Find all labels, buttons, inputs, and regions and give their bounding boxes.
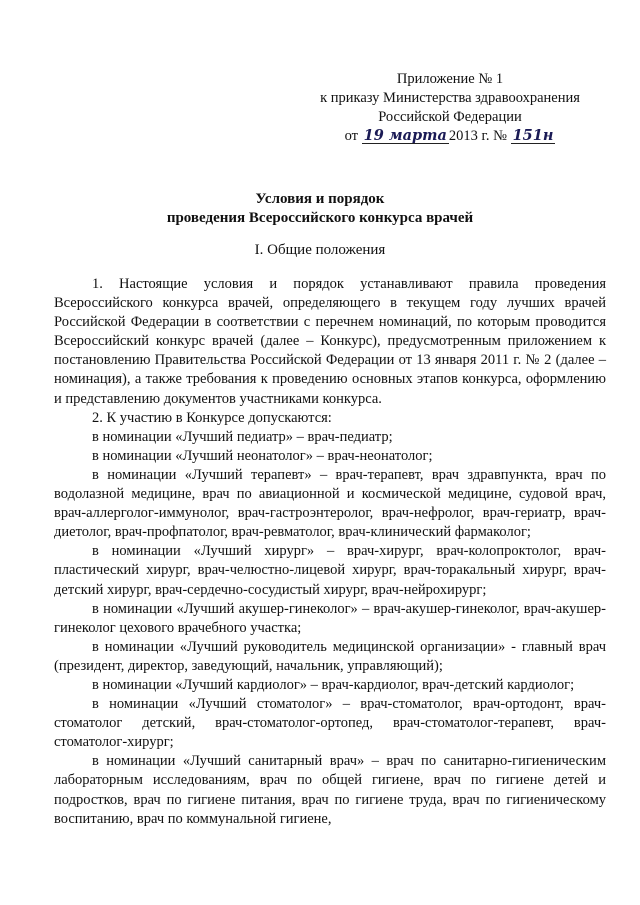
- nomination-pediatrician: в номинации «Лучший педиатр» – врач-педиатр;: [92, 428, 393, 445]
- handwritten-date: 19 марта: [363, 127, 447, 144]
- appendix-header: [300, 70, 600, 146]
- section-heading: I. Общие положения: [254, 242, 386, 258]
- paragraph-2: 2. К участию в Конкурсе допускаются:: [92, 409, 332, 426]
- appendix-order-ref: к приказу Министерства здравоохранения: [320, 90, 580, 106]
- date-year: 2013 г. №: [448, 128, 507, 144]
- nomination-neonatologist: в номинации «Лучший неонатолог» – врач-неонатолог;: [92, 447, 433, 464]
- nomination-sanitary-doctor: в номинации «Лучший санитарный врач» – врач по санитарно-гигиеническим лабораторным исследованиям, врач по общей гигиене, врач по гигиене детей и подростков, врач по гигиене питания, врач по гигиене труда, врач по гигиеническому воспитанию, врач по коммунальной гигиене,: [54, 753, 606, 827]
- appendix-number: Приложение № 1: [396, 71, 504, 87]
- appendix-federation: Российской Федерации: [378, 109, 522, 125]
- handwritten-number: 151н: [512, 127, 554, 144]
- nomination-surgeon: в номинации «Лучший хирург» – врач-хирург, врач-колопроктолог, врач-пластический хирург, врач-челюстно-лицевой хирург, врач-торакальный хирург, врач-детский хирург, врач-сердечно-сосудистый хирург, врач-нейрохирург;: [54, 543, 606, 598]
- nomination-therapist: в номинации «Лучший терапевт» – врач-терапевт, врач здравпункта, врач по водолазной медицине, врач по авиационной и космической медицине, судовой врач, врач-аллерголог-иммунолог, врач-гастроэнтеролог, врач-нефролог, врач-гериатр, врач-диетолог, врач-профпатолог, врач-ревматолог, врач-клинический фармаколог;: [54, 466, 606, 541]
- document-body: [54, 275, 606, 829]
- appendix-date-line: [300, 127, 600, 146]
- paragraph-1: 1. Настоящие условия и порядок устанавливают правила проведения Всероссийского конкурса врачей, определяющего в текущем году лучших врачей Российской Федерации в соответствии с перечнем номинаций, по которым проводится Всероссийский конкурс врачей (далее – Конкурс), предусмотренным приложением к постановлению Правительства Российской Федерации от 13 января 2011 г. № 2 (далее – номинация), а также требования к проведению основных этапов конкурса, оформлению и представлению документов участниками конкурса.: [54, 276, 606, 407]
- nomination-cardiologist: в номинации «Лучший кардиолог» – врач-кардиолог, врач-детский кардиолог;: [92, 676, 575, 693]
- nomination-dentist: в номинации «Лучший стоматолог» – врач-стоматолог, врач-ортодонт, врач-стоматолог детский, врач-стоматолог-ортопед, врач-стоматолог-терапевт, врач-стоматолог-хирург;: [54, 696, 606, 751]
- document-title: [0, 190, 640, 228]
- date-prefix: от: [344, 128, 358, 144]
- title-line-2: проведения Всероссийского конкурса врачей: [166, 210, 474, 226]
- title-line-1: Условия и порядок: [255, 191, 385, 207]
- nomination-head-of-organization: в номинации «Лучший руководитель медицинской организации» - главный врач (президент, директор, заведующий, начальник, управляющий);: [54, 638, 606, 674]
- nomination-obstetrician: в номинации «Лучший акушер-гинеколог» – врач-акушер-гинеколог, врач-акушер-гинеколог цехового врачебного участка;: [54, 600, 606, 636]
